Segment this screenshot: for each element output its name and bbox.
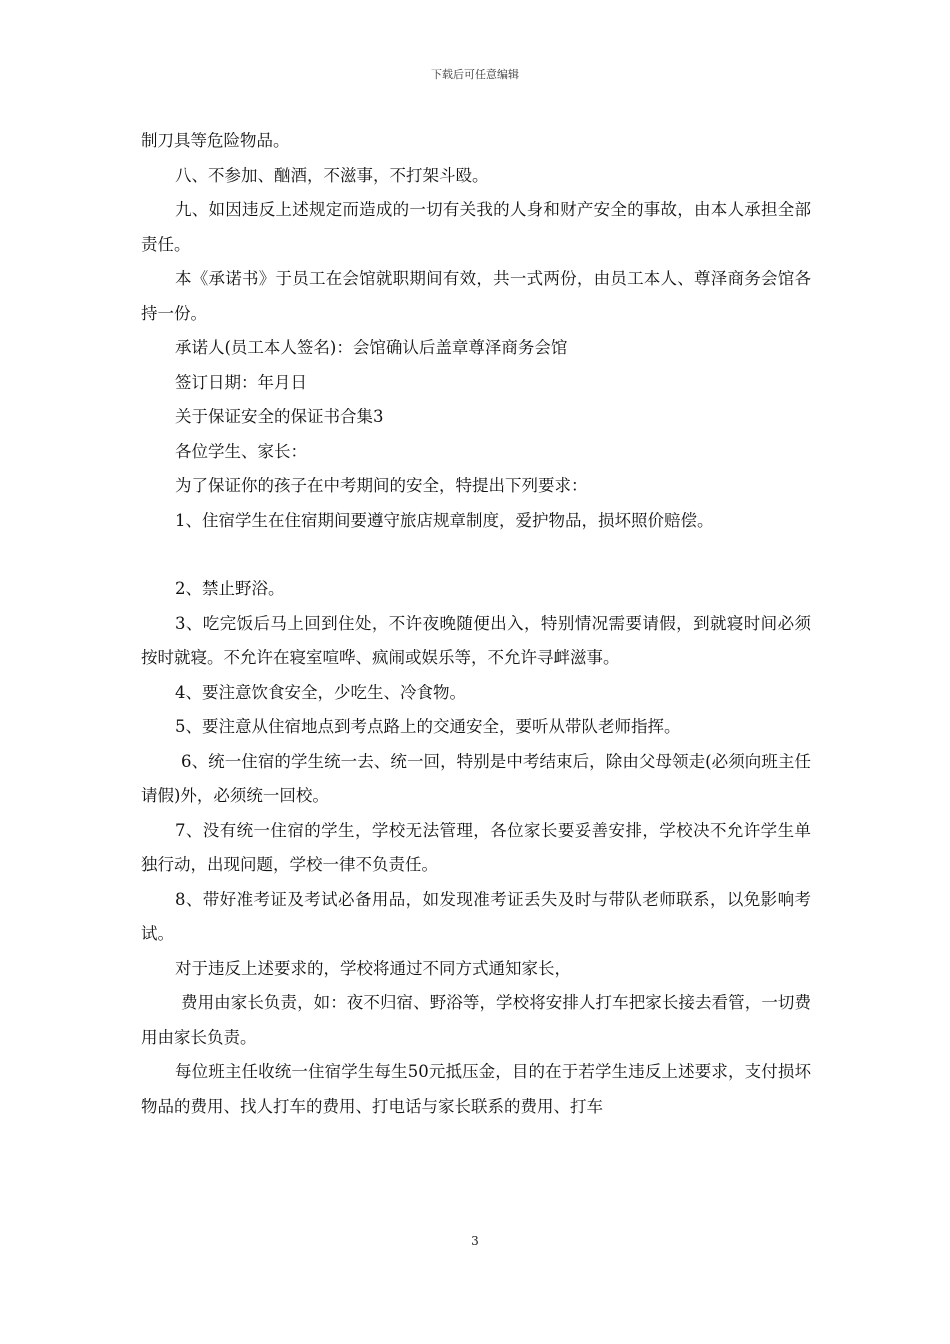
- page-header: 下载后可任意编辑: [431, 68, 519, 81]
- paragraph: 八、不参加、酗酒，不滋事，不打架斗殴。: [175, 165, 489, 185]
- list-item: 8、带好准考证及考试必备用品，如发现准考证丢失及时与带队老师联系，以免影响考试。: [141, 889, 811, 943]
- page-number: 3: [471, 1234, 479, 1248]
- paragraph: 本《承诺书》于员工在会馆就职期间有效，共一式两份，由员工本人、尊泽商务会馆各持一份。: [141, 269, 811, 323]
- list-item: 1、住宿学生在住宿期间要遵守旅店规章制度，爱护物品，损坏照价赔偿。: [175, 510, 714, 530]
- salutation: 各位学生、家长：: [175, 441, 307, 461]
- paragraph: 为了保证你的孩子在中考期间的安全，特提出下列要求：: [175, 476, 588, 495]
- paragraph: 对于违反上述要求的，学校将通过不同方式通知家长，: [175, 958, 571, 978]
- paragraph: 签订日期：年月日: [175, 372, 307, 392]
- paragraph: 费用由家长负责，如：夜不归宿、野浴等，学校将安排人打车把家长接去看管，一切费用由家长负责。: [141, 993, 811, 1047]
- paragraph: 承诺人(员工本人签名)：会馆确认后盖章尊泽商务会馆: [175, 338, 568, 357]
- paragraph: 九、如因违反上述规定而造成的一切有关我的人身和财产安全的事故，由本人承担全部责任。: [141, 200, 811, 254]
- blank-line: [141, 538, 811, 572]
- list-item: 2、禁止野浴。: [175, 579, 285, 598]
- list-item: 4、要注意饮食安全，少吃生、冷食物。: [175, 682, 466, 702]
- paragraph: 每位班主任收统一住宿学生每生50元抵压金，目的在于若学生违反上述要求，支付损坏物品的费用、找人打车的费用、打电话与家长联系的费用、打车: [141, 1062, 811, 1116]
- list-item: 7、没有统一住宿的学生，学校无法管理，各位家长要妥善安排，学校决不允许学生单独行动，出现问题，学校一律不负责任。: [141, 820, 811, 874]
- document-body: [141, 124, 811, 1124]
- paragraph: 制刀具等危险物品。: [141, 131, 290, 150]
- list-item: 6、统一住宿的学生统一去、统一回，特别是中考结束后，除由父母领走(必须向班主任请假)外，必须统一回校。: [141, 751, 811, 805]
- list-item: 5、要注意从住宿地点到考点路上的交通安全，要听从带队老师指挥。: [175, 717, 681, 736]
- list-item: 3、吃完饭后马上回到住处，不许夜晚随便出入，特别情况需要请假，到就寝时间必须按时就寝。不允许在寝室喧哗、疯闹或娱乐等，不允许寻衅滋事。: [141, 613, 811, 667]
- section-title: 关于保证安全的保证书合集3: [175, 407, 384, 426]
